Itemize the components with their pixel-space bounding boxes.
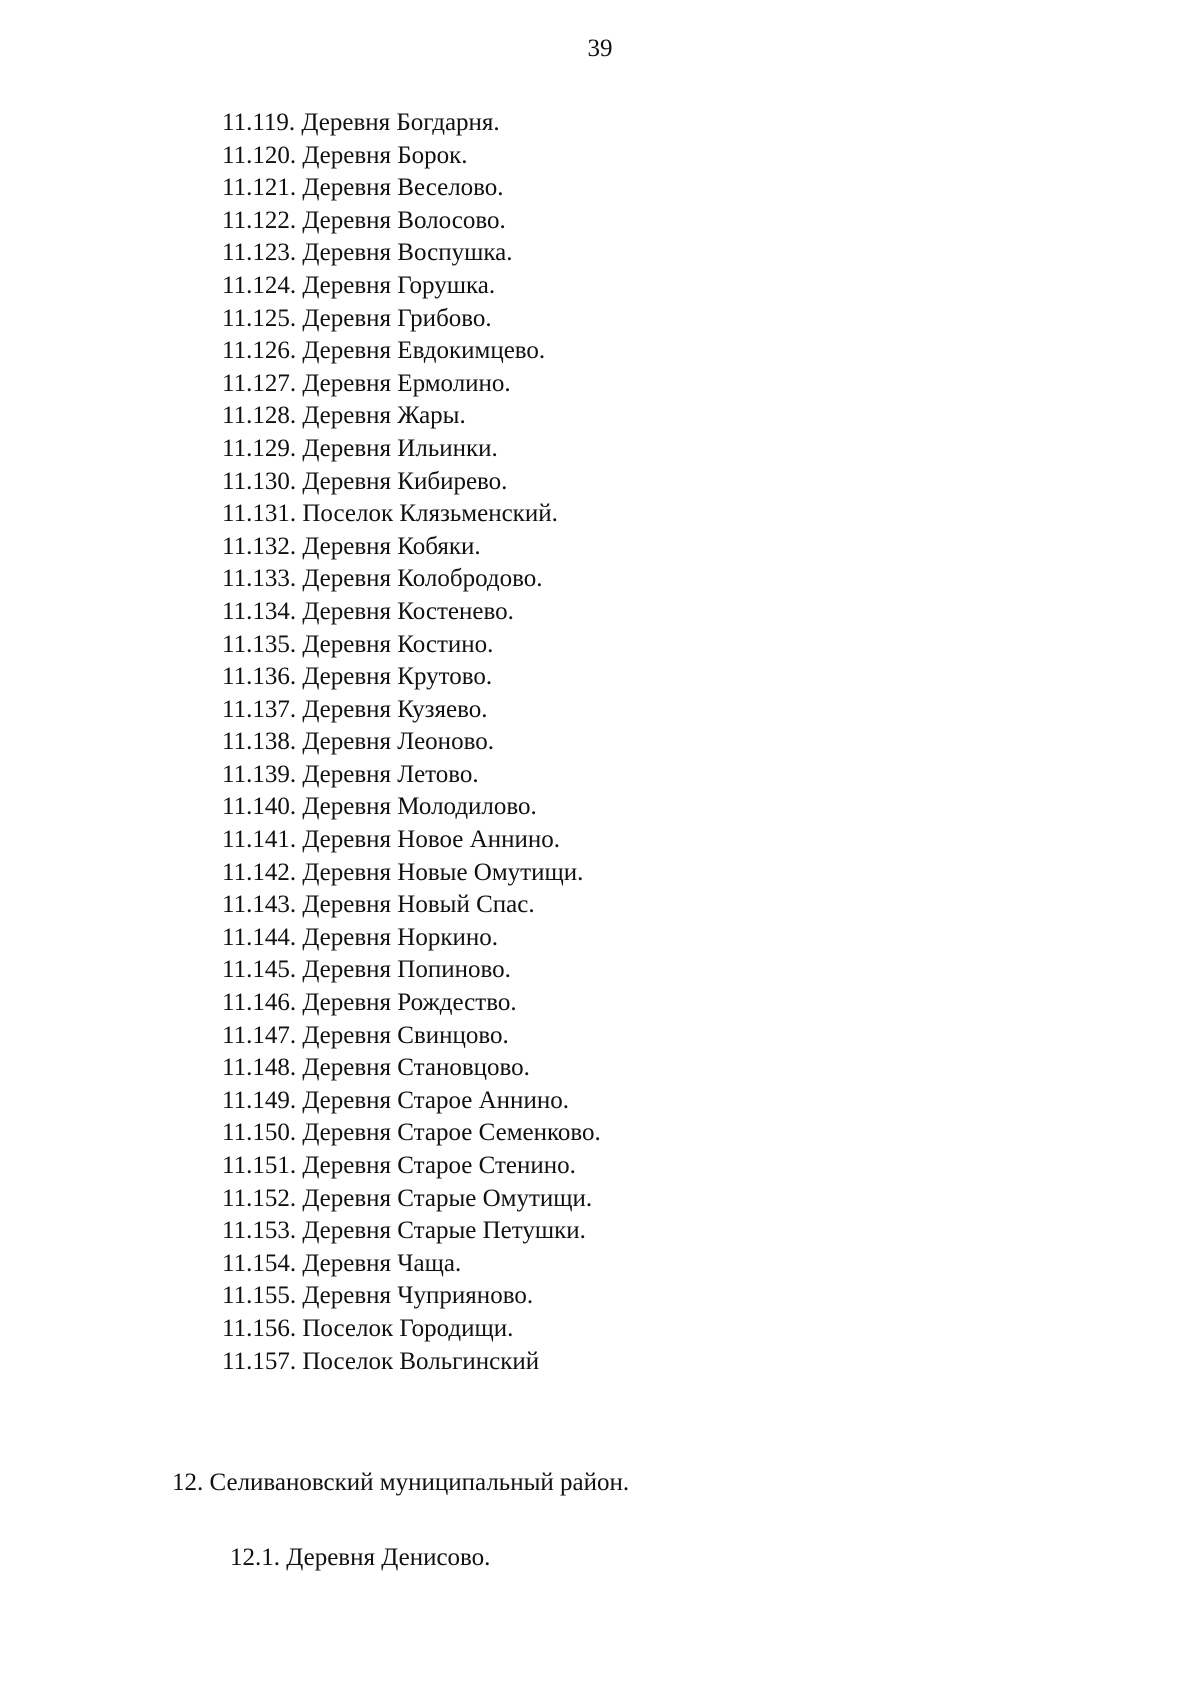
list-item: 11.147. Деревня Свинцово. [222,1021,509,1049]
list-item: 11.144. Деревня Норкино. [222,923,499,951]
list-item: 11.146. Деревня Рождество. [222,989,517,1017]
list-item: 11.127. Деревня Ермолино. [222,369,511,397]
list-item: 11.145. Деревня Попиново. [222,956,511,984]
list-item: 11.156. Поселок Городищи. [222,1314,514,1342]
list-item: 11.132. Деревня Кобяки. [222,532,481,560]
settlement-list-section-11 [222,107,601,1378]
district-heading: 12. Селивановский муниципальный район. [172,1469,630,1496]
list-item: 11.153. Деревня Старые Петушки. [222,1217,586,1245]
list-item: 11.139. Деревня Летово. [222,760,479,788]
list-item: 11.121. Деревня Веселово. [222,174,504,202]
list-item: 11.122. Деревня Волосово. [222,206,506,234]
list-item: 12.1. Деревня Денисово. [230,1544,491,1571]
list-item: 11.136. Деревня Крутово. [222,663,493,691]
list-item: 11.155. Деревня Чуприяново. [222,1282,534,1310]
list-item: 11.125. Деревня Грибово. [222,304,492,332]
list-item: 11.130. Деревня Кибирево. [222,467,508,495]
list-item: 11.142. Деревня Новые Омутищи. [222,858,584,886]
list-item: 11.120. Деревня Борок. [222,141,468,169]
list-item: 11.138. Деревня Леоново. [222,728,494,756]
list-item: 11.150. Деревня Старое Семенково. [222,1119,601,1147]
list-item: 11.154. Деревня Чаща. [222,1249,462,1277]
list-item: 11.143. Деревня Новый Спас. [222,891,535,919]
list-item: 11.140. Деревня Молодилово. [222,793,537,821]
list-item: 11.124. Деревня Горушка. [222,271,496,299]
list-item: 11.149. Деревня Старое Аннино. [222,1086,569,1114]
list-item: 11.123. Деревня Воспушка. [222,239,513,267]
list-item: 11.148. Деревня Становцово. [222,1054,530,1082]
list-item: 11.135. Деревня Костино. [222,630,494,658]
list-item: 11.134. Деревня Костенево. [222,597,514,625]
list-item: 11.126. Деревня Евдокимцево. [222,337,546,365]
list-item: 11.137. Деревня Кузяево. [222,695,488,723]
list-item: 11.128. Деревня Жары. [222,402,466,430]
list-item: 11.131. Поселок Клязьменский. [222,500,558,528]
list-item: 11.152. Деревня Старые Омутищи. [222,1184,593,1212]
list-item: 11.119. Деревня Богдарня. [222,109,500,136]
settlement-list-section-12 [230,1542,490,1575]
list-item: 11.157. Поселок Вольгинский [222,1347,540,1375]
page-number: 39 [587,35,613,62]
list-item: 11.151. Деревня Старое Стенино. [222,1152,576,1179]
list-item: 11.133. Деревня Колобродово. [222,565,543,593]
list-item: 11.141. Деревня Новое Аннино. [222,826,560,854]
list-item: 11.129. Деревня Ильинки. [222,434,498,462]
